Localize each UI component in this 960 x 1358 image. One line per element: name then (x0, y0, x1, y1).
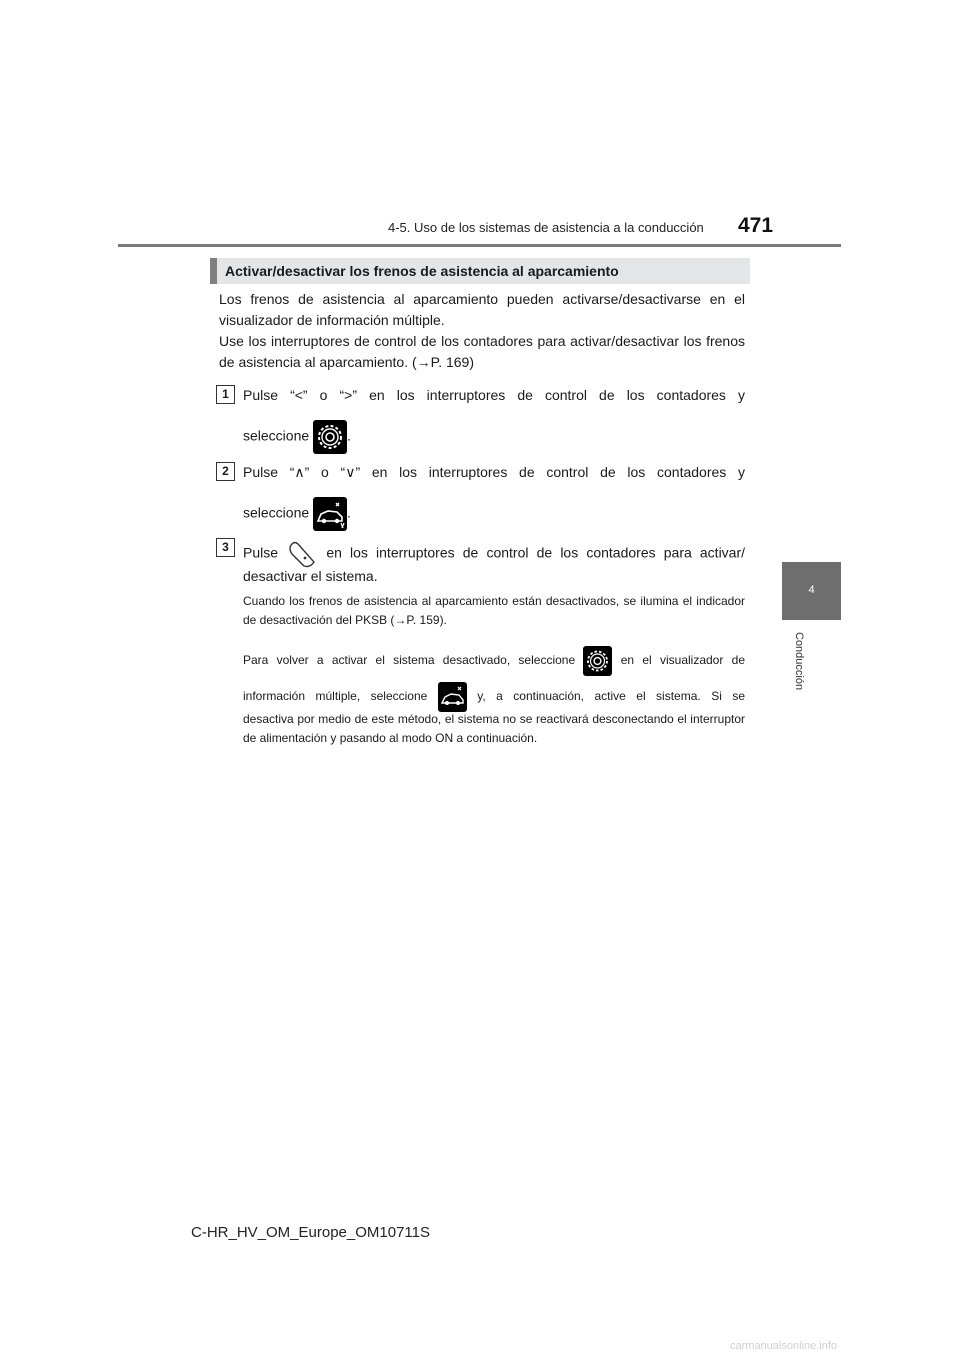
parking-assist-car-icon (313, 497, 347, 531)
note-reactivate-text-d: y, a continuación, active el sistema. Si se (477, 689, 745, 704)
step-number-2: 2 (216, 462, 235, 481)
gear-settings-icon (583, 646, 612, 676)
meter-control-switch-icon (286, 540, 318, 568)
running-header-section: 4-5. Uso de los sistemas de asistencia a la conducción (388, 220, 704, 235)
note-pksb-indicator: Cuando los frenos de asistencia al aparcamiento están desactivados, se ilumina el indicador de desactivación del PKSB (→P. 159). (243, 594, 745, 627)
step-1-line-2 (243, 420, 351, 454)
step-2-post: . (347, 504, 351, 521)
note-reactivate-text-c: información múltiple, seleccione (243, 689, 428, 704)
note-reactivate-line-2 (243, 682, 745, 712)
section-accent (210, 258, 217, 284)
chapter-tab (782, 562, 841, 620)
note-reactivate-text-b: en el visualizador de (620, 653, 745, 668)
step-3-line-2: desactivar el sistema. (243, 568, 378, 584)
note-reactivate-line-1 (243, 646, 745, 676)
step-2-line-2 (243, 497, 351, 531)
document-code: C-HR_HV_OM_Europe_OM10711S (191, 1224, 430, 1241)
step-number-1: 1 (216, 385, 235, 404)
section-title-bar (210, 258, 750, 284)
note-reactivate-text-a: Para volver a activar el sistema desactivado, seleccione (243, 653, 576, 668)
chapter-number: 4 (808, 584, 815, 596)
step-2-pre: seleccione (243, 504, 310, 521)
step-3-pre: Pulse (243, 544, 279, 561)
section-title: Activar/desactivar los frenos de asistencia al aparcamiento (225, 263, 619, 279)
note-reactivate-line-3: desactiva por medio de este método, el sistema no se reactivará desconectando el interruptor de alimentación y pasando al modo ON a continuación. (243, 712, 745, 745)
watermark: carmanualsonline.info (730, 1340, 838, 1352)
step-number-3: 3 (216, 538, 235, 557)
page-number: 471 (738, 214, 774, 237)
step-3-line-1 (243, 540, 745, 568)
chapter-label: Conducción (793, 632, 805, 691)
header-divider (118, 244, 841, 247)
step-1-post: . (347, 427, 351, 444)
intro-paragraph-2: Use los interruptores de control de los contadores para activar/desactivar los frenos de asistencia al aparcamiento. (→P. 169) (219, 333, 745, 370)
step-2-line-1: Pulse “∧” o “∨” en los interruptores de control de los contadores y (243, 464, 745, 480)
step-3-post: en los interruptores de control de los contadores para activar/ (326, 544, 746, 561)
step-1-pre: seleccione (243, 427, 310, 444)
parking-assist-car-icon (438, 682, 467, 712)
gear-settings-icon (313, 420, 347, 454)
step-1-line-1: Pulse “<” o “>” en los interruptores de control de los contadores y (243, 387, 745, 403)
intro-paragraph-1: Los frenos de asistencia al aparcamiento pueden activarse/desactivarse en el visualizador de información múltiple. (219, 291, 745, 328)
